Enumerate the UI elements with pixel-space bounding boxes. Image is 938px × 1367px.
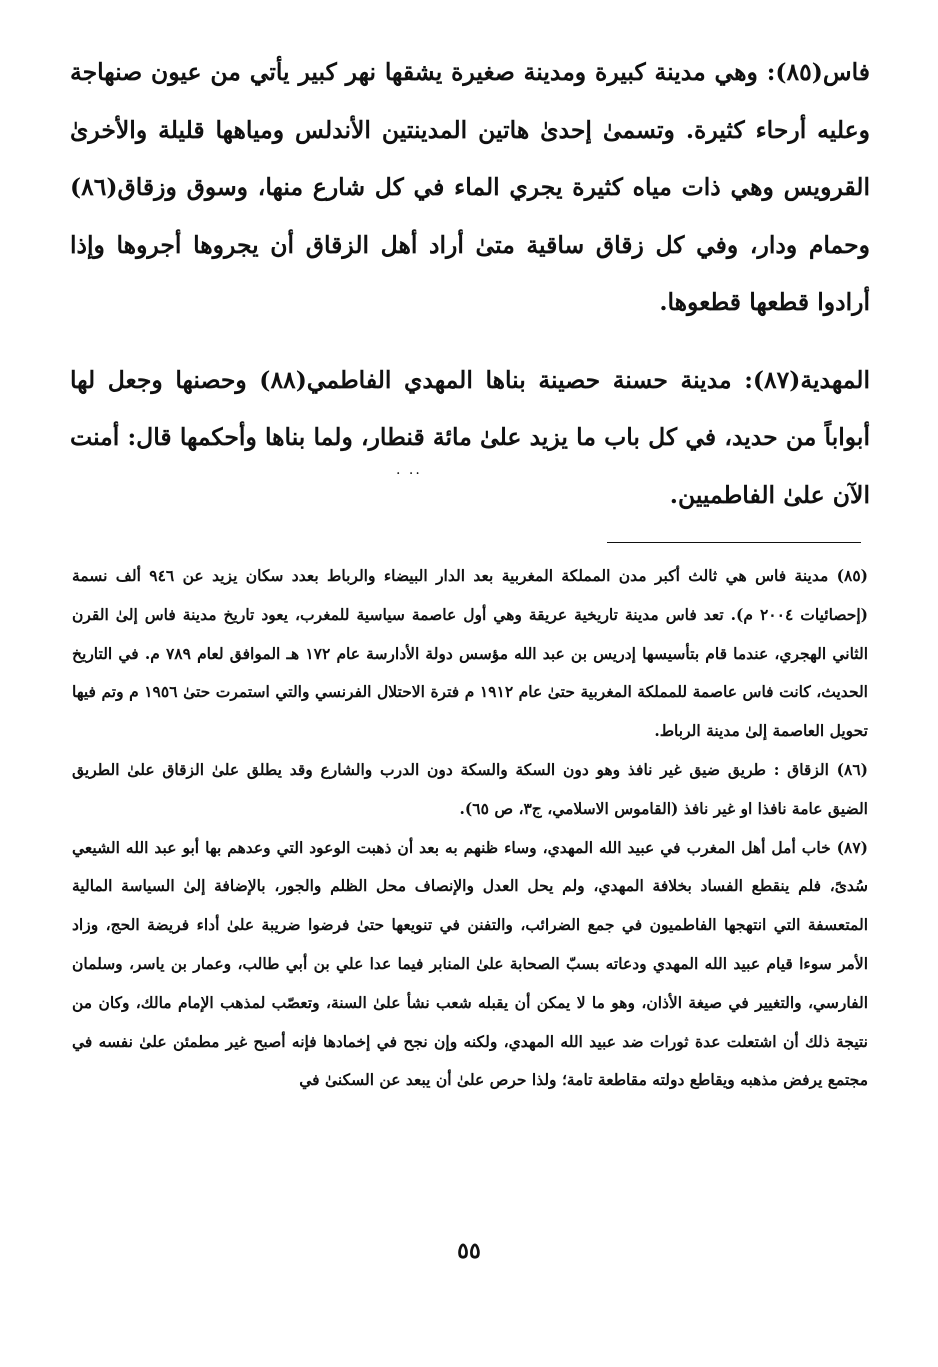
paragraph-mahdia: المهدية(٨٧): مدينة حسنة حصينة بناها المهدي الفاطمي(٨٨) وحصنها وجعل لها أبواباً من حديد، في كل باب ما يزيد علىٰ مائة قنطار، ولما بناها وأحكمها قال: أمنت الآن علىٰ الفاطميين.: [70, 365, 870, 509]
footnotes: [72, 557, 868, 1100]
main-text: [70, 44, 870, 524]
paragraph-fes: فاس(٨٥): وهي مدينة كبيرة ومدينة صغيرة يشقها نهر كبير يأتي من عيون صنهاجة وعليه أرحاء كثيرة. وتسمىٰ إحدىٰ هاتين المدينتين الأندلس ومياهها قليلة والأخرىٰ القرويس وهي ذات مياه كثيرة يجري الماء في كل شارع منها، وسوق وزقاق(٨٦) وحمام ودار، وفي كل زقاق ساقية متىٰ أراد أهل الزقاق أن يجروها أجروها وإذا أرادوا قطعها قطعوها.: [70, 58, 870, 316]
footnote-86: (٨٦) الزقاق : طريق ضيق غير نافذ وهو دون السكة والسكة دون الدرب والشارع وقد يطلق علىٰ الزقاق علىٰ الطريق الضيق عامة نافذا او غير نافذ (القاموس الاسلامي، ج٣، ص ٦٥).: [72, 759, 868, 818]
stray-marks: .. .: [396, 462, 422, 478]
page-number: ٥٥: [457, 1238, 481, 1264]
footnote-87: (٨٧) خاب أمل أهل المغرب في عبيد الله المهدي، وساء ظنهم به بعد أن ذهبت الوعود التي وعدهم بها أبو عبد الله الشيعي سُدىً، فلم ينقطع الفساد بخلافة المهدي، ولم يحل العدل والإنصاف محل الظلم والجور، بالإضافة إلىٰ السياسة المالية المتعسفة التي انتهجها الفاطميون في جمع الضرائب، والتفنن في تنويعها حتىٰ فرضوا ضريبة علىٰ أداء فريضة الحج، وزاد الأمر سوءا قيام عبيد الله المهدي ودعاته بسبّ الصحابة علىٰ المنابر فيما عدا علي بن أبي طالب، وعمار بن ياسر، وسلمان الفارسي، والتغيير في صيغة الأذان، وهو ما لا يمكن أن يقبله شعب نشأ علىٰ السنة، وتعصّب لمذهب الإمام مالك، وكان من نتيجة ذلك أن اشتعلت عدة ثورات ضد عبيد الله المهدي، ولكنه وإن نجح في إخمادها فإنه أصبح غير مطمئن علىٰ نفسه في مجتمع يرفض مذهبه ويقاطع دولته مقاطعة تامة؛ ولذا حرص علىٰ أن يبعد عن السكنىٰ في: [72, 837, 868, 1090]
footnote-85: (٨٥) مدينة فاس هي ثالث أكبر مدن المملكة المغربية بعد الدار البيضاء والرباط بعدد سكان يزيد عن ٩٤٦ ألف نسمة (إحصائيات ٢٠٠٤ م). تعد فاس مدينة تاريخية عريقة وهي أول عاصمة سياسية للمغرب، يعود تاريخ مدينة فاس إلىٰ القرن الثاني الهجري، عندما قام بتأسيسها إدريس بن عبد الله مؤسس دولة الأدارسة عام ١٧٢ هـ الموافق لعام ٧٨٩ م. في التاريخ الحديث، كانت فاس عاصمة للمملكة المغربية حتىٰ عام ١٩١٢ م فترة الاحتلال الفرنسي والتي استمرت حتىٰ ١٩٥٦ م وتم فيها تحويل العاصمة إلىٰ مدينة الرباط.: [72, 566, 869, 741]
footnote-separator: [607, 542, 861, 543]
